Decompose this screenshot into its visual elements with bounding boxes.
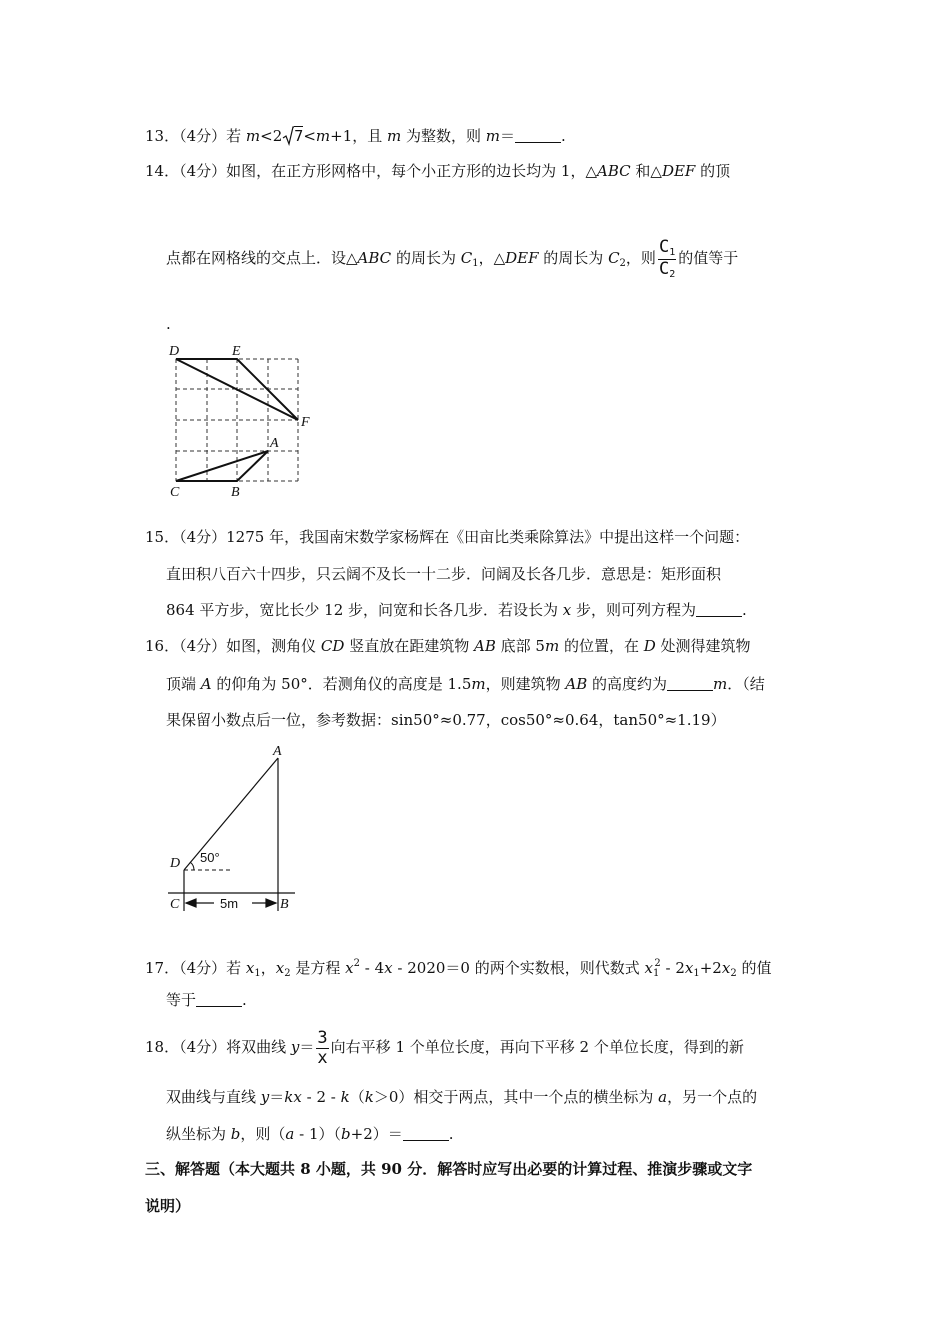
score: （4分） bbox=[179, 637, 227, 655]
section-3-heading-cont: 说明） bbox=[145, 1197, 191, 1215]
label-b: B bbox=[280, 897, 289, 912]
sight-line bbox=[184, 758, 278, 870]
question-14-line-2: 点都在网格线的交点上．设△ABC 的周长为 $C_1$，△DEF 的周长为 $C_2$，则 $\frac{C_1}{C_2}$ 的值等于 bbox=[166, 236, 739, 280]
fraction-c1-over-c2: $\frac{C_1}{C_2}$ bbox=[658, 236, 676, 280]
dashed-grid bbox=[176, 359, 298, 481]
question-13: 13．（4分）若 m<2 7<m+1，且 m 为整数，则 m＝ . bbox=[145, 127, 566, 145]
question-18-line-1: 18．（4分）将双曲线 y＝ $\frac{3}{x}$ 向右平移 1 个单位长度，再向下平移 2 个单位长度，得到的新 bbox=[145, 1027, 744, 1068]
question-15-line-2: 直田积八百六十四步，只云阔不及长一十二步．问阔及长各几步．意思是：矩形面积 bbox=[166, 565, 722, 583]
triangle-abc bbox=[176, 451, 268, 481]
label-e: E bbox=[232, 344, 241, 359]
fraction-3-over-x: $\frac{3}{x}$ bbox=[317, 1027, 328, 1068]
label-a: A bbox=[273, 744, 282, 759]
question-16-line-2: 顶端 A 的仰角为 50°．若测角仪的高度是 1.5m，则建筑物 AB 的高度约为 m．（结 bbox=[166, 675, 765, 693]
question-18-line-2: 双曲线与直线 y＝kx - 2 - k（k＞0）相交于两点，其中一个点的横坐标为 a，另一个点的 bbox=[166, 1088, 758, 1106]
question-16-line-1: 16．（4分）如图，测角仪 CD 竖直放在距建筑物 AB 底部 5m 的位置，在 D 处测得建筑物 bbox=[145, 637, 751, 655]
question-number: 13． bbox=[145, 127, 180, 145]
answer-blank bbox=[667, 676, 713, 691]
score: （4分） bbox=[179, 959, 227, 977]
answer-blank bbox=[196, 992, 242, 1007]
answer-blank bbox=[515, 128, 561, 143]
label-d: D bbox=[170, 856, 181, 871]
score: （4分） bbox=[179, 1038, 227, 1056]
score: （4分） bbox=[179, 162, 227, 180]
question-15-line-3: 864 平方步，宽比长少 12 步，问宽和长各几步．若设长为 x 步，则可列方程为 . bbox=[166, 601, 747, 619]
question-number: 16． bbox=[145, 637, 180, 655]
label-a: A bbox=[270, 436, 279, 451]
question-15-line-1: 15．（4分）1275 年，我国南宋数学家杨辉在《田亩比类乘除算法》中提出这样一个问题： bbox=[145, 528, 750, 546]
sqrt-sign bbox=[282, 126, 294, 146]
distance-label: 5m bbox=[220, 896, 239, 911]
angle-arc bbox=[190, 862, 194, 870]
question-17-line-1: 17．（4分）若 $x_1$，$x_2$ 是方程 $x^2 - 4x - 2020=0$ 的两个实数根，则代数式 $x_1^2 - 2x_1+2x_2$ 的值 bbox=[145, 958, 772, 979]
question-number: 15． bbox=[145, 528, 180, 546]
score: （4分） bbox=[179, 127, 227, 145]
answer-blank bbox=[403, 1126, 449, 1141]
question-14-line-1: 14．（4分）如图，在正方形网格中，每个小正方形的边长均为 1，△ABC 和△DEF 的顶 bbox=[145, 162, 731, 180]
label-f: F bbox=[301, 415, 310, 430]
label-d: D bbox=[169, 344, 180, 359]
grid-figure bbox=[165, 340, 325, 500]
question-17-line-2: 等于 . bbox=[166, 991, 247, 1009]
section-3-heading: 三、解答题（本大题共 8 小题，共 90 分．解答时应写出必要的计算过程、推演步骤或文字 bbox=[145, 1160, 753, 1178]
question-number: 17． bbox=[145, 959, 180, 977]
angle-figure bbox=[160, 738, 310, 918]
score: （4分） bbox=[179, 528, 227, 546]
label-c: C bbox=[170, 485, 180, 500]
question-number: 18． bbox=[145, 1038, 180, 1056]
label-c: C bbox=[170, 897, 180, 912]
question-18-line-3: 纵坐标为 b，则（a - 1）（b+2）＝ . bbox=[166, 1125, 454, 1143]
sqrt-expression: 7 bbox=[282, 126, 303, 146]
label-b: B bbox=[231, 485, 240, 500]
angle-label: 50° bbox=[200, 850, 220, 865]
answer-blank bbox=[696, 602, 742, 617]
question-16-line-3: 果保留小数点后一位，参考数据：sin50°≈0.77，cos50°≈0.64，tan50°≈1.19） bbox=[166, 711, 726, 729]
question-number: 14． bbox=[145, 162, 180, 180]
question-14-line-3: . bbox=[166, 315, 171, 333]
